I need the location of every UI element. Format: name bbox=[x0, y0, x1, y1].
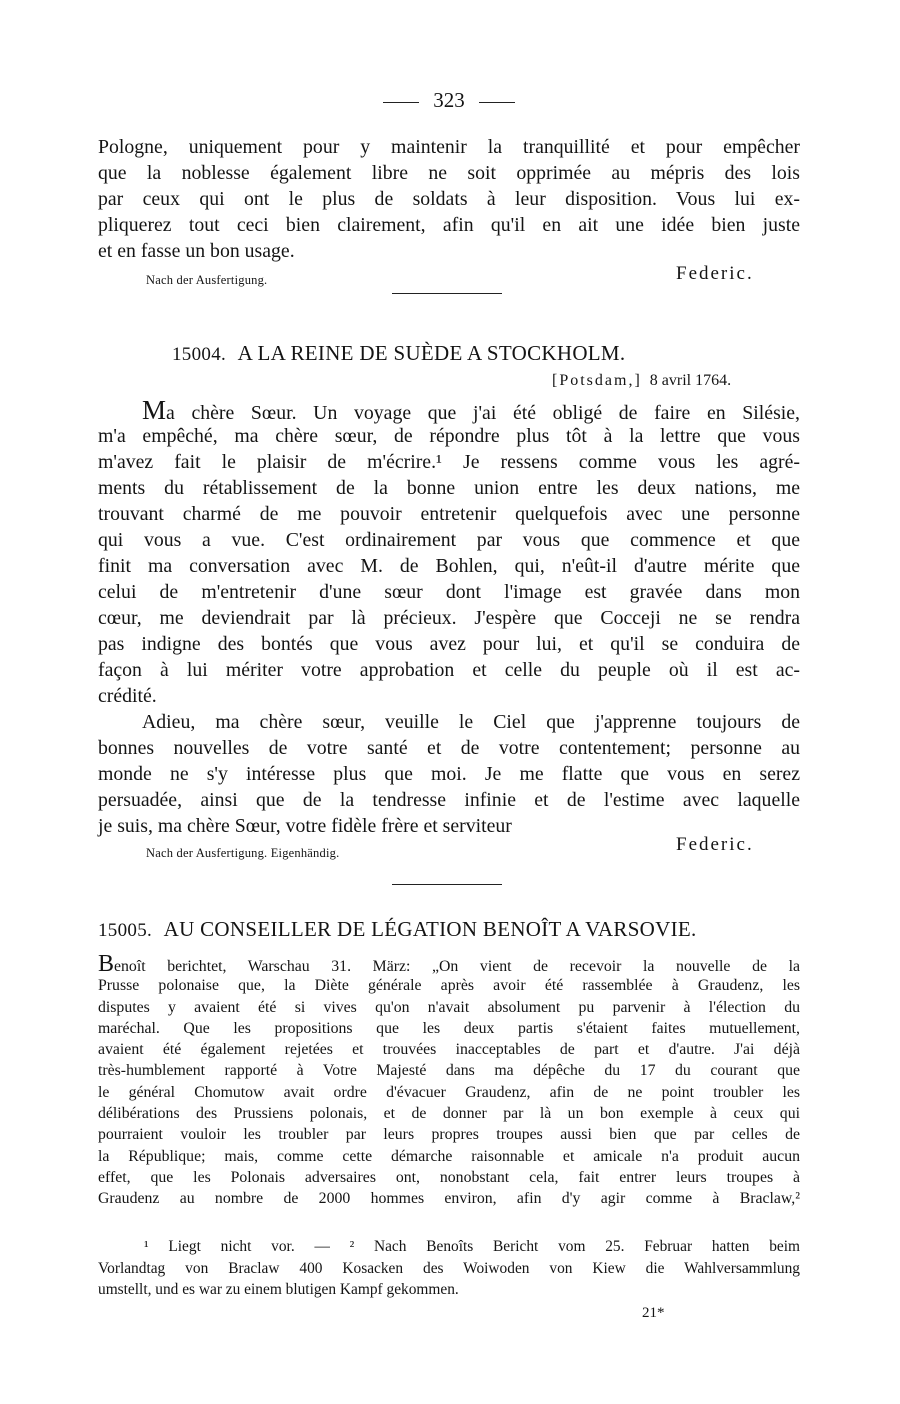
text-line bbox=[98, 951, 800, 977]
letter-number: 15004. bbox=[172, 344, 227, 365]
text-line: cœur, me deviendrait par là précieux. J'espère que Cocceji ne se rendra bbox=[98, 607, 800, 629]
letter-body-15004 bbox=[98, 397, 800, 839]
text-line: délibérations des Prussiens polonais, et de donner par là un bon exemple à ceux qui bbox=[98, 1105, 800, 1123]
header-dash-left bbox=[383, 102, 419, 103]
text-line: Adieu, ma chère sœur, veuille le Ciel que j'apprenne toujours de bbox=[142, 711, 800, 733]
text-line: disputes y avaient été si vives qu'on n'avait absolument pu parvenir à l'élection du bbox=[98, 998, 800, 1016]
text-line: pliquerez tout ceci bien clairement, afin qu'il en ait une idée bien juste bbox=[98, 214, 800, 236]
text-line: que la noblesse également libre ne soit opprimée au mépris des lois bbox=[98, 162, 800, 184]
section-divider bbox=[392, 293, 502, 294]
footnotes bbox=[98, 1236, 800, 1301]
text-line: monde ne s'y intéresse plus que moi. Je me flatte que vous en serez bbox=[98, 763, 800, 785]
text-line: persuadée, ainsi que de la tendresse infinie et de l'estime avec laquelle bbox=[98, 789, 800, 811]
letter-title: AU CONSEILLER DE LÉGATION BENOÎT A VARSOVIE. bbox=[163, 917, 697, 941]
text-line: crédité. bbox=[98, 685, 157, 707]
text-line: la République; mais, comme cette démarche raisonnable et amicale n'a produit aucun bbox=[98, 1147, 800, 1165]
dropcap: M bbox=[142, 395, 167, 425]
letter-title: A LA REINE DE SUÈDE A STOCKHOLM. bbox=[237, 341, 626, 365]
text-line: maréchal. Que les propositions que les deux partis s'étaient faites mutuellement, bbox=[98, 1019, 800, 1037]
letter-heading-15005 bbox=[98, 917, 697, 942]
source-note: Nach der Ausfertigung. Eigenhändig. bbox=[146, 846, 340, 860]
text-line bbox=[98, 397, 800, 423]
text-line: et en fasse un bon usage. bbox=[98, 240, 295, 262]
text-line: celui de m'entretenir d'une sœur dont l'image est gravée dans mon bbox=[98, 581, 800, 603]
footnote-line: ¹ Liegt nicht vor. — ² Nach Benoîts Bericht vom 25. Februar hatten beim bbox=[144, 1238, 800, 1255]
text-line: le général Chomutow avait ordre d'évacuer Graudenz, afin de ne point troubler les bbox=[98, 1083, 800, 1101]
text-line: Graudenz au nombre de 2000 hommes environ, afin d'y agir comme à Braclaw,² bbox=[98, 1190, 800, 1208]
text-line: avaient été également rejetées et trouvées inacceptables de part et d'autre. J'ai déjà bbox=[98, 1041, 800, 1059]
text-line: effet, que les Polonais adversaires ont, nonobstant cela, fait entrer leurs troupes à bbox=[98, 1168, 800, 1186]
letter-body-15005 bbox=[98, 951, 800, 1210]
letter-place-date bbox=[552, 372, 731, 390]
text-line: ments du rétablissement de la bonne union entre les deux nations, me bbox=[98, 477, 800, 499]
text-line: Pologne, uniquement pour y maintenir la tranquillité et pour empêcher bbox=[98, 136, 800, 158]
page-number: 323 bbox=[433, 88, 465, 112]
text-line: m'avez fait le plaisir de m'écrire.¹ Je ressens comme vous les agré- bbox=[98, 451, 800, 473]
text-line: façon à lui mériter votre approbation et celle du peuple où il est ac- bbox=[98, 659, 800, 681]
text-line: finit ma conversation avec M. de Bohlen, qui, n'eût-il d'autre mérite que bbox=[98, 555, 800, 577]
text-line-content: a chère Sœur. Un voyage que j'ai été obligé de faire en Silésie, bbox=[166, 402, 800, 424]
text-line: trouvant charmé de me pouvoir entretenir quelquefois avec une personne bbox=[98, 503, 800, 525]
previous-letter-text bbox=[98, 134, 800, 264]
text-line: Prusse polonaise que, la Diète générale après avoir été rassemblée à Graudenz, les bbox=[98, 977, 800, 995]
letter-heading-15004 bbox=[172, 341, 625, 366]
text-line: pas indigne des bontés que vous avez pour lui, et qu'il se conduira de bbox=[98, 633, 800, 655]
text-line: je suis, ma chère Sœur, votre fidèle frère et serviteur bbox=[98, 815, 512, 837]
page-header bbox=[98, 88, 800, 113]
header-dash-right bbox=[479, 102, 515, 103]
text-line: par ceux qui ont le plus de soldats à leur disposition. Vous lui ex- bbox=[98, 188, 800, 210]
section-divider bbox=[392, 884, 502, 885]
letter-date: 8 avril 1764. bbox=[649, 372, 732, 389]
letter-number: 15005. bbox=[98, 920, 153, 941]
text-line: pourraient vouloir les troubler par leurs propres troupes aussi bien que par celles de bbox=[98, 1126, 800, 1144]
letter-place: [Potsdam,] bbox=[552, 372, 642, 389]
footnote-line: Vorlandtag von Braclaw 400 Kosacken des Woiwoden von Kiew die Wahlversammlung bbox=[98, 1259, 800, 1277]
signature: Federic. bbox=[676, 263, 754, 284]
text-line: très-humblement rapporté à Votre Majesté dans ma dépêche du 17 du courant que bbox=[98, 1062, 800, 1080]
source-note: Nach der Ausfertigung. bbox=[146, 273, 268, 287]
signature-mark: 21* bbox=[642, 1305, 665, 1321]
text-line: qui vous a vue. C'est ordinairement par vous que commence et que bbox=[98, 529, 800, 551]
footnote-line: umstellt, und es war zu einem blutigen Kampf gekommen. bbox=[98, 1281, 459, 1298]
dropcap: B bbox=[98, 951, 115, 977]
text-line: m'a empêché, ma chère sœur, de répondre plus tôt à la lettre que vous bbox=[98, 425, 800, 447]
signature: Federic. bbox=[676, 834, 754, 855]
text-line-content: enoît berichtet, Warschau 31. März: „On vient de recevoir la nouvelle de la bbox=[114, 958, 800, 975]
text-line: bonnes nouvelles de votre santé et de votre contentement; personne au bbox=[98, 737, 800, 759]
